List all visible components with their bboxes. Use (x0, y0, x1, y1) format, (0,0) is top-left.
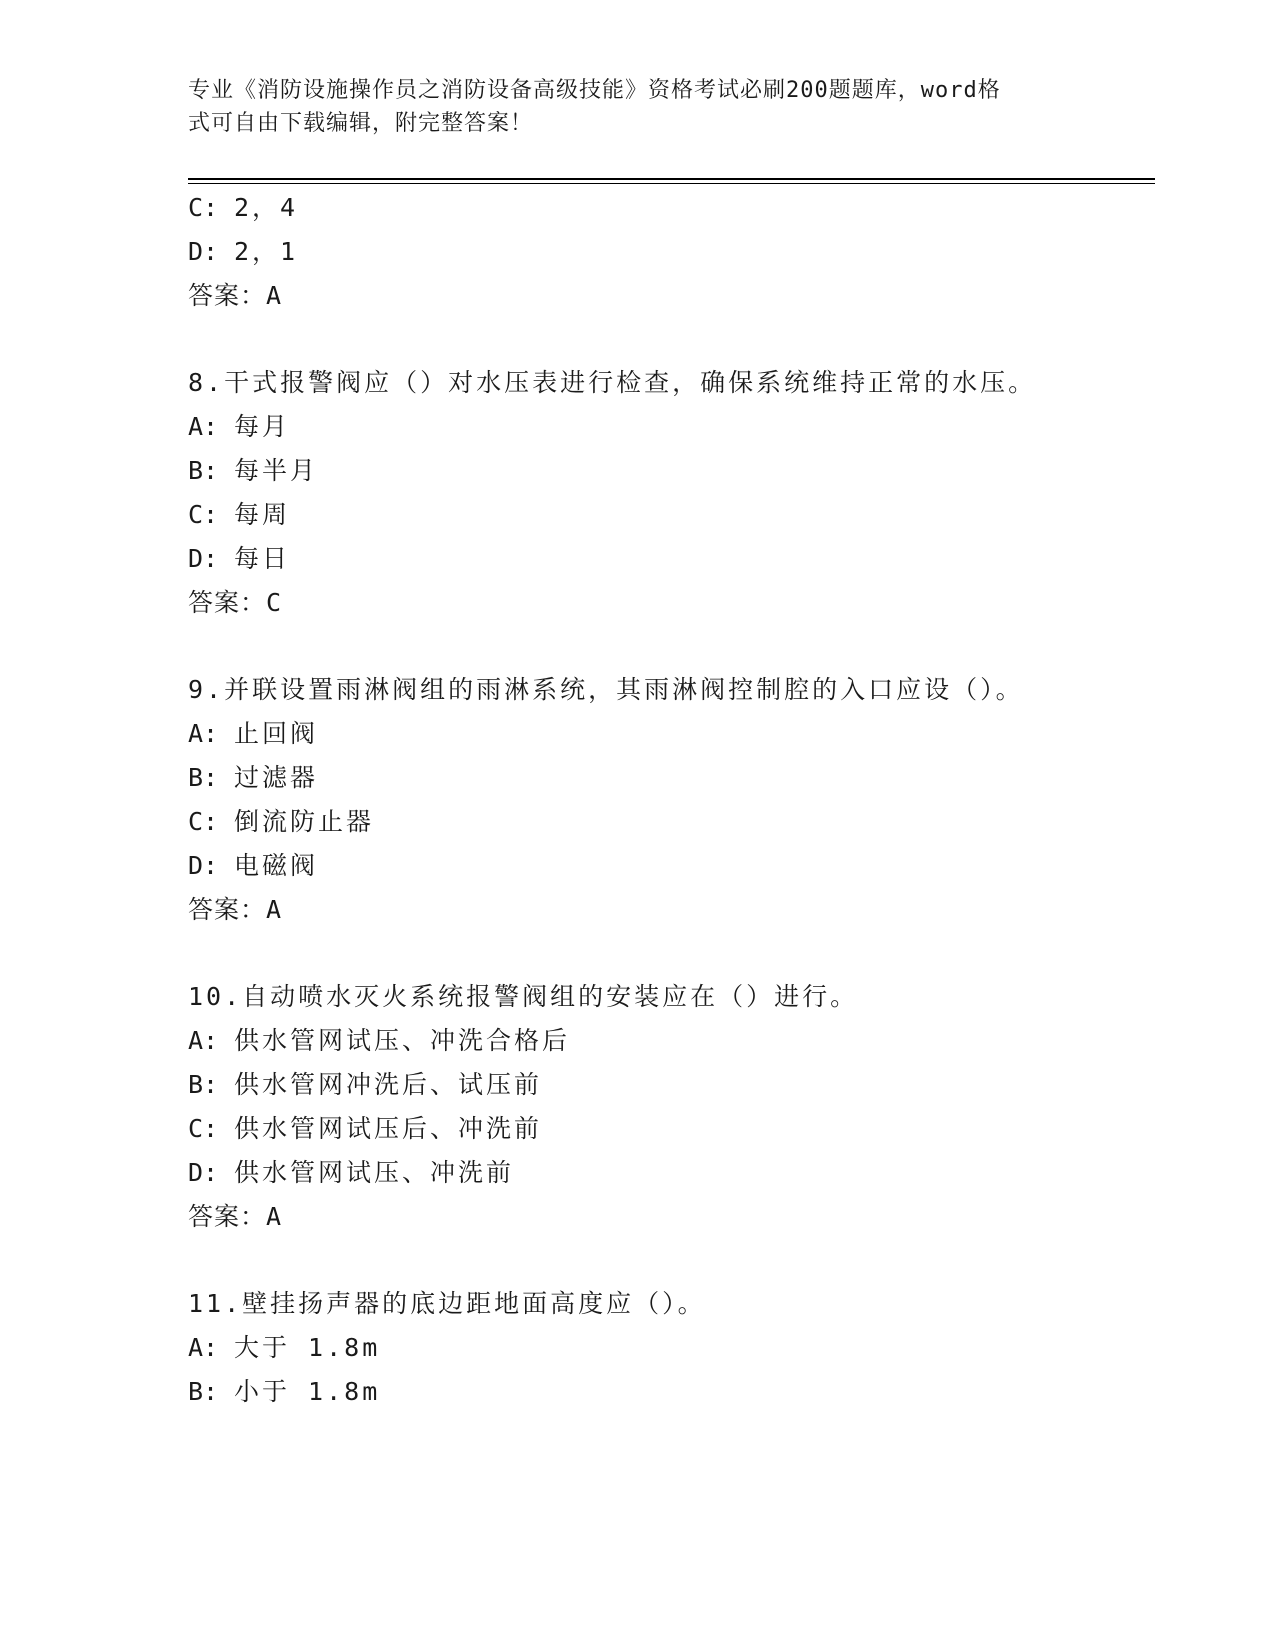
header-divider-thick (188, 178, 1155, 180)
q11-option-b (188, 1376, 380, 1408)
option-key: D: (188, 237, 219, 266)
q9-answer: 答案：A (188, 895, 283, 924)
q7-answer: 答案：A (188, 281, 283, 310)
q8-option-c (188, 499, 290, 531)
option-text: 2，4 (234, 193, 299, 222)
option-text: 供水管网试压、冲洗前 (234, 1158, 515, 1187)
option-text: 供水管网试压后、冲洗前 (234, 1114, 543, 1143)
option-key: D: (188, 1158, 219, 1187)
q8-option-a (188, 411, 290, 443)
option-key: B: (188, 456, 219, 485)
q8-answer: 答案：C (188, 588, 283, 617)
option-key: A: (188, 719, 219, 748)
option-key: C: (188, 193, 219, 222)
option-text: 小于 1.8m (234, 1377, 381, 1406)
header-line-2: 式可自由下载编辑，附完整答案！ (188, 111, 534, 136)
option-text: 供水管网试压、冲洗合格后 (234, 1026, 571, 1055)
option-key: C: (188, 1114, 219, 1143)
option-text: 每周 (234, 500, 291, 529)
q9-question: 9.并联设置雨淋阀组的雨淋系统，其雨淋阀控制腔的入口应设（）。 (188, 675, 1024, 704)
q10-option-d (188, 1157, 514, 1189)
q7-option-c (188, 192, 298, 224)
option-text: 大于 1.8m (234, 1333, 381, 1362)
header-divider-thin (188, 183, 1155, 184)
option-key: B: (188, 763, 219, 792)
q10-answer: 答案：A (188, 1202, 283, 1231)
option-text: 2，1 (234, 237, 299, 266)
option-key: C: (188, 807, 219, 836)
option-key: D: (188, 544, 219, 573)
header-line-1: 专业《消防设施操作员之消防设备高级技能》资格考试必刷200题题库，word格 (188, 78, 1001, 103)
q11-option-a (188, 1332, 380, 1364)
option-key: C: (188, 500, 219, 529)
q9-option-b (188, 762, 318, 794)
q11-question: 11.壁挂扬声器的底边距地面高度应（）。 (188, 1289, 706, 1318)
option-text: 每半月 (234, 456, 319, 485)
document-header (188, 74, 1068, 140)
option-key: A: (188, 1026, 219, 1055)
q8-option-b (188, 455, 318, 487)
option-key: B: (188, 1070, 219, 1099)
option-text: 每月 (234, 412, 291, 441)
option-text: 过滤器 (234, 763, 319, 792)
q10-option-c (188, 1113, 542, 1145)
option-text: 电磁阀 (234, 851, 319, 880)
q8-question: 8.干式报警阀应（）对水压表进行检查，确保系统维持正常的水压。 (188, 368, 1037, 397)
option-key: B: (188, 1377, 219, 1406)
option-key: A: (188, 1333, 219, 1362)
q10-option-b (188, 1069, 542, 1101)
option-key: A: (188, 412, 219, 441)
option-text: 每日 (234, 544, 291, 573)
q10-option-a (188, 1025, 570, 1057)
q9-option-d (188, 850, 318, 882)
option-text: 止回阀 (234, 719, 319, 748)
option-text: 供水管网冲洗后、试压前 (234, 1070, 543, 1099)
q9-option-c (188, 806, 374, 838)
option-text: 倒流防止器 (234, 807, 375, 836)
option-key: D: (188, 851, 219, 880)
q8-option-d (188, 543, 290, 575)
q9-option-a (188, 718, 318, 750)
q7-option-d (188, 236, 298, 268)
q10-question: 10.自动喷水灭火系统报警阀组的安装应在（）进行。 (188, 982, 859, 1011)
